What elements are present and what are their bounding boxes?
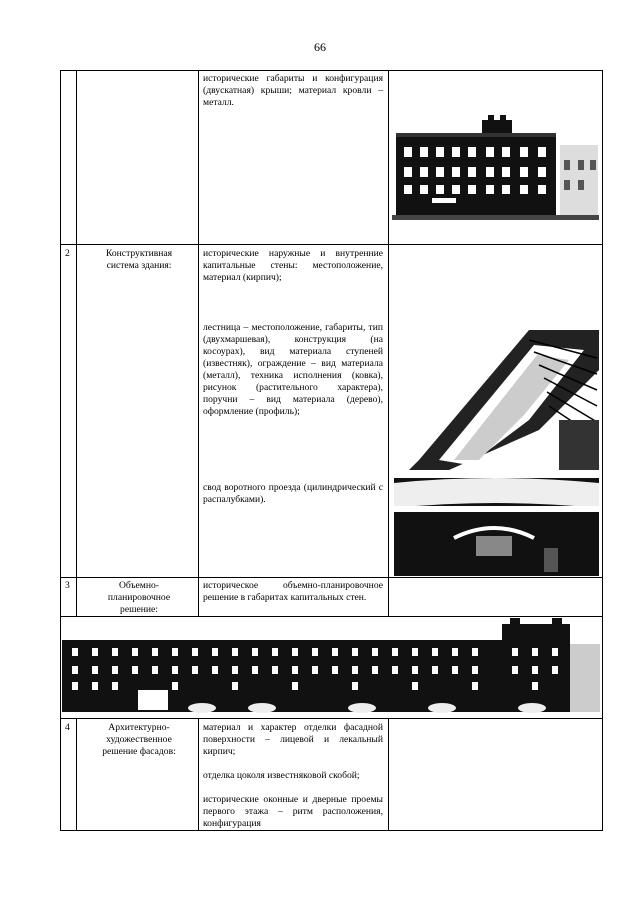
street-facade-panorama-photo: [62, 618, 600, 716]
column-divider: [388, 718, 389, 831]
column-divider: [76, 70, 77, 616]
table-border-right: [602, 70, 603, 831]
text-block: исторические оконные и дверные проемы первого этажа – ритм расположения, конфигурация: [203, 794, 383, 829]
table-border-left: [60, 70, 61, 831]
facade-corner-building-photo: [392, 115, 599, 220]
row-2-text-1: [203, 248, 383, 284]
column-divider: [388, 70, 389, 616]
staircase-photo: [409, 330, 599, 470]
row-3-name: Объемно-планировочное решение:: [107, 580, 171, 615]
row-divider: [60, 616, 603, 617]
text-block: исторические габариты и конфигурация (двускатная) крыши; материал кровли – металл.: [203, 73, 383, 108]
column-divider: [76, 718, 77, 831]
page-number: 66: [314, 40, 326, 54]
row-4-text-2: [203, 770, 383, 782]
column-divider: [198, 70, 199, 616]
text-block: материал и характер отделки фасадной поверхности – лицевой и лекальный кирпич;: [203, 722, 383, 757]
row-2-number: 2: [65, 248, 70, 259]
row-4-number: 4: [65, 722, 70, 733]
row-3-number: 3: [65, 580, 70, 591]
row-4-text-3: [203, 794, 383, 830]
text-block: историческое объемно-планировочное решение в габаритах капитальных стен.: [203, 580, 383, 603]
text-block: лестница – местоположение, габариты, тип (двухмаршевая), конструкция (на косоурах), вид материала ступеней (известняк), ограждение – вид материала (металл), техника исполнения (ковка), рисунок (растительного характера), поручни – вид материала (дерево), оформление (профиль);: [203, 322, 383, 417]
row-divider: [60, 830, 603, 831]
row-2-text-2: [203, 322, 383, 418]
row-4-text-1: [203, 722, 383, 758]
row-divider: [60, 718, 603, 719]
row-divider: [60, 244, 603, 245]
row-4-name: Архитектурно-художественное решение фасадов:: [102, 722, 176, 757]
row-1-text: [203, 73, 383, 109]
row-2-text-3: [203, 482, 383, 506]
text-block: свод воротного проезда (цилиндрический с распалубками).: [203, 482, 383, 505]
column-divider: [198, 718, 199, 831]
gate-vault-photo: [394, 478, 599, 576]
row-3-text: [203, 580, 383, 604]
row-divider: [60, 577, 603, 578]
text-block: отделка цоколя известняковой скобой;: [203, 770, 360, 781]
text-block: исторические наружные и внутренние капитальные стены: местоположение, материал (кирпич);: [203, 248, 383, 283]
row-2-name: Конструктивная система здания:: [105, 248, 173, 271]
row-divider: [60, 70, 603, 71]
